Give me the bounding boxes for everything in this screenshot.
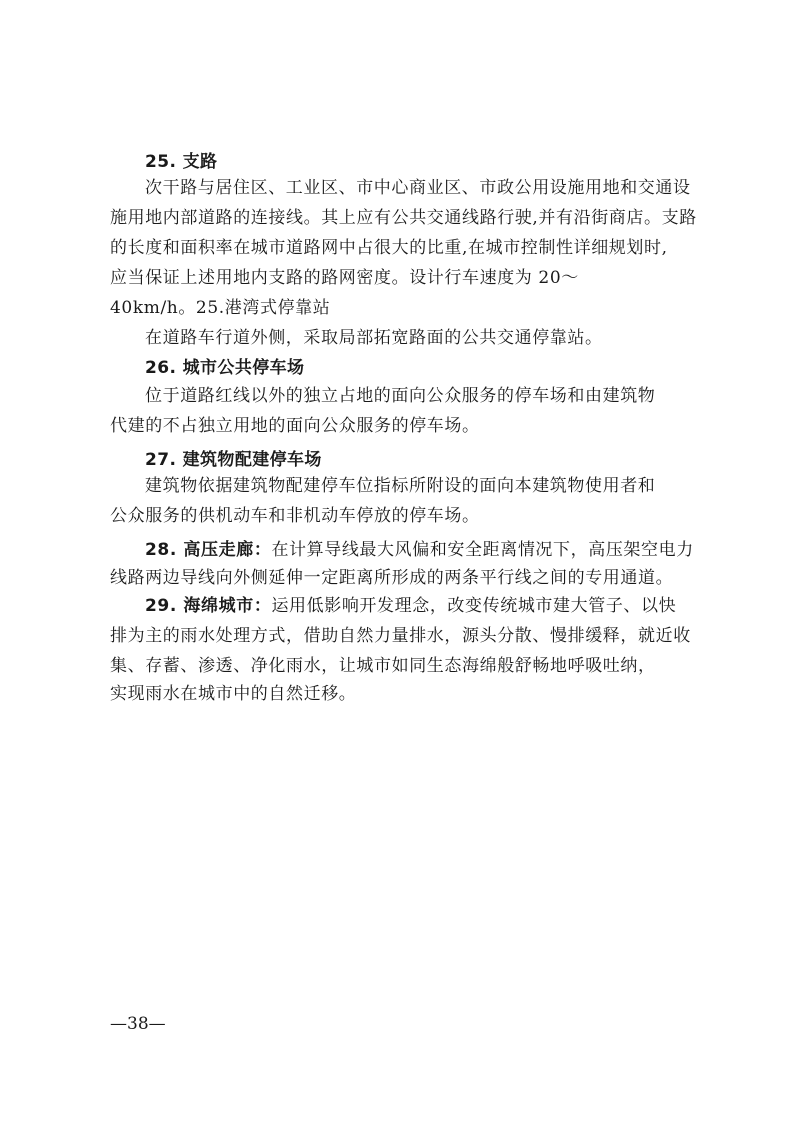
section-27-line-1: 建筑物依据建筑物配建停车位指标所附设的面向本建筑物使用者和 bbox=[145, 476, 656, 496]
section-26-line-2: 代建的不占独立用地的面向公众服务的停车场。 bbox=[110, 416, 480, 436]
page-number: —38— bbox=[110, 1014, 166, 1034]
section-29-line-3: 集、存蓄、渗透、净化雨水，让城市如同生态海绵般舒畅地呼吸吐纳， bbox=[110, 656, 656, 676]
section-29-line-4: 实现雨水在城市中的自然迁移。 bbox=[110, 684, 357, 704]
section-25-line-1: 次干路与居住区、工业区、市中心商业区、市政公用设施用地和交通设 bbox=[145, 178, 691, 198]
section-25-line-6: 在道路车行道外侧，采取局部拓宽路面的公共交通停靠站。 bbox=[145, 328, 603, 348]
section-29-first-line-text: 运用低影响开发理念，改变传统城市建大管子、以快 bbox=[271, 596, 677, 616]
section-28-line-2: 线路两边导线向外侧延伸一定距离所形成的两条平行线之间的专用通道。 bbox=[110, 568, 674, 588]
section-28-first-line bbox=[145, 538, 694, 562]
section-29-first-line bbox=[145, 594, 676, 618]
section-25-line-2: 施用地内部道路的连接线。其上应有公共交通线路行驶,并有沿街商店。支路 bbox=[110, 208, 697, 228]
section-25-line-4: 应当保证上述用地内支路的路网密度。设计行车速度为 20～ bbox=[110, 268, 579, 288]
section-27-heading: 27. 建筑物配建停车场 bbox=[145, 450, 322, 470]
section-27-line-2: 公众服务的供机动车和非机动车停放的停车场。 bbox=[110, 506, 480, 526]
section-29-line-2: 排为主的雨水处理方式，借助自然力量排水，源头分散、慢排缓释，就近收 bbox=[110, 626, 691, 646]
section-26-line-1: 位于道路红线以外的独立占地的面向公众服务的停车场和由建筑物 bbox=[145, 386, 656, 406]
section-25-line-3: 的长度和面积率在城市道路网中占很大的比重,在城市控制性详细规划时, bbox=[110, 238, 668, 258]
section-28-first-line-text: 在计算导线最大风偏和安全距离情况下，高压架空电力 bbox=[271, 540, 694, 560]
section-29-term: 29. 海绵城市： bbox=[145, 596, 272, 616]
section-26-heading: 26. 城市公共停车场 bbox=[145, 358, 305, 378]
section-28-term: 28. 高压走廊： bbox=[145, 540, 272, 560]
section-25-heading: 25. 支路 bbox=[145, 152, 218, 172]
section-25-line-5: 40km/h。25.港湾式停靠站 bbox=[110, 298, 331, 318]
